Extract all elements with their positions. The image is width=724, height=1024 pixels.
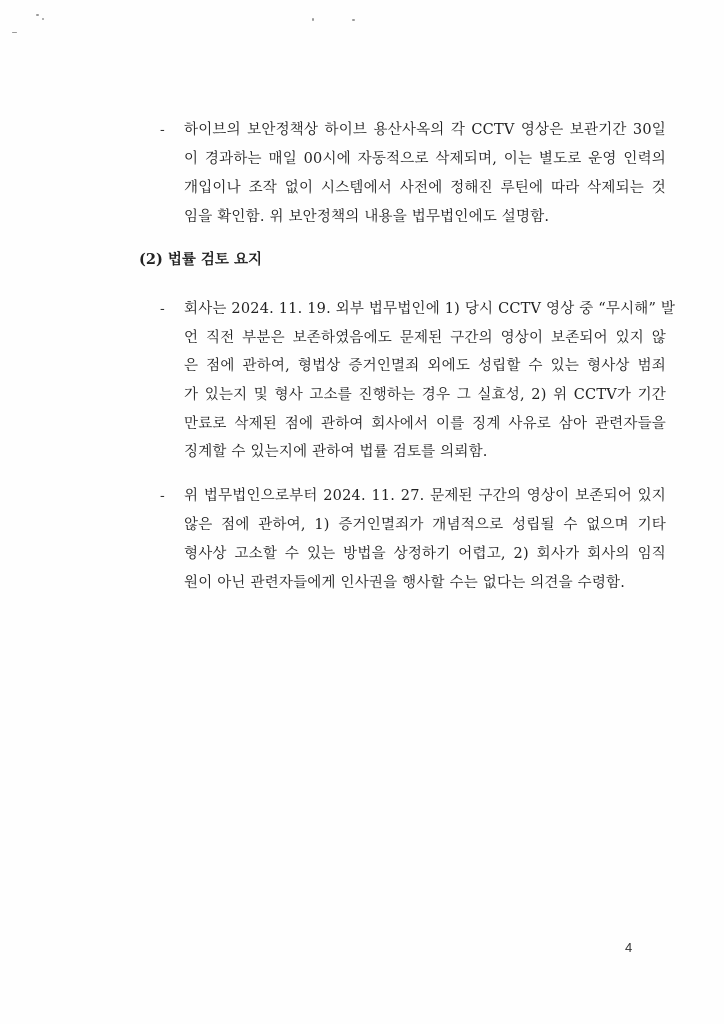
- scan-speck: [312, 18, 314, 21]
- paragraph-line: 만료로 삭제된 점에 관하여 회사에서 이를 징계 사유로 삼아 관련자들을: [184, 416, 666, 432]
- paragraph-line: 위 법무법인으로부터 2024. 11. 27. 문제된 구간의 영상이 보존되어 있지: [184, 488, 666, 504]
- page-number: 4: [625, 940, 633, 955]
- bullet-marker: -: [160, 488, 165, 504]
- paragraph-line: 언 직전 부분은 보존하였음에도 문제된 구간의 영상이 보존되어 있지 않: [184, 330, 666, 346]
- paragraph-line: 징계할 수 있는지에 관하여 법률 검토를 의뢰함.: [184, 444, 488, 460]
- paragraph-line: 이 경과하는 매일 00시에 자동적으로 삭제되며, 이는 별도로 운영 인력의: [184, 151, 666, 167]
- scan-speck: [12, 32, 17, 33]
- bullet-marker: -: [160, 301, 165, 317]
- paragraph-line: 임을 확인함. 위 보안정책의 내용을 법무법인에도 설명함.: [184, 209, 550, 225]
- paragraph-line: 가 있는지 및 형사 고소를 진행하는 경우 그 실효성, 2) 위 CCTV가 기간: [184, 387, 666, 403]
- paragraph-line: 않은 점에 관하여, 1) 증거인멸죄가 개념적으로 성립될 수 없으며 기타: [184, 517, 666, 533]
- scan-speck: [352, 19, 355, 21]
- paragraph-line: 하이브의 보안정책상 하이브 용산사옥의 각 CCTV 영상은 보관기간 30일: [184, 122, 666, 138]
- paragraph-line: 형사상 고소할 수 있는 방법을 상정하기 어렵고, 2) 회사가 회사의 임직: [184, 546, 666, 562]
- scan-speck: [42, 18, 44, 20]
- paragraph-line: 개입이나 조작 없이 시스템에서 사전에 정해진 루틴에 따라 삭제되는 것: [184, 180, 666, 196]
- bullet-marker: -: [160, 122, 165, 138]
- paragraph-line: 회사는 2024. 11. 19. 외부 법무법인에 1) 당시 CCTV 영상 중 “무시해” 발: [184, 301, 676, 317]
- section-heading: (2) 법률 검토 요지: [139, 251, 262, 268]
- paragraph-line: 원이 아닌 관련자들에게 인사권을 행사할 수는 없다는 의견을 수령함.: [184, 575, 626, 591]
- scan-speck: [36, 14, 39, 16]
- paragraph-line: 은 점에 관하여, 형법상 증거인멸죄 외에도 성립할 수 있는 형사상 범죄: [184, 358, 666, 374]
